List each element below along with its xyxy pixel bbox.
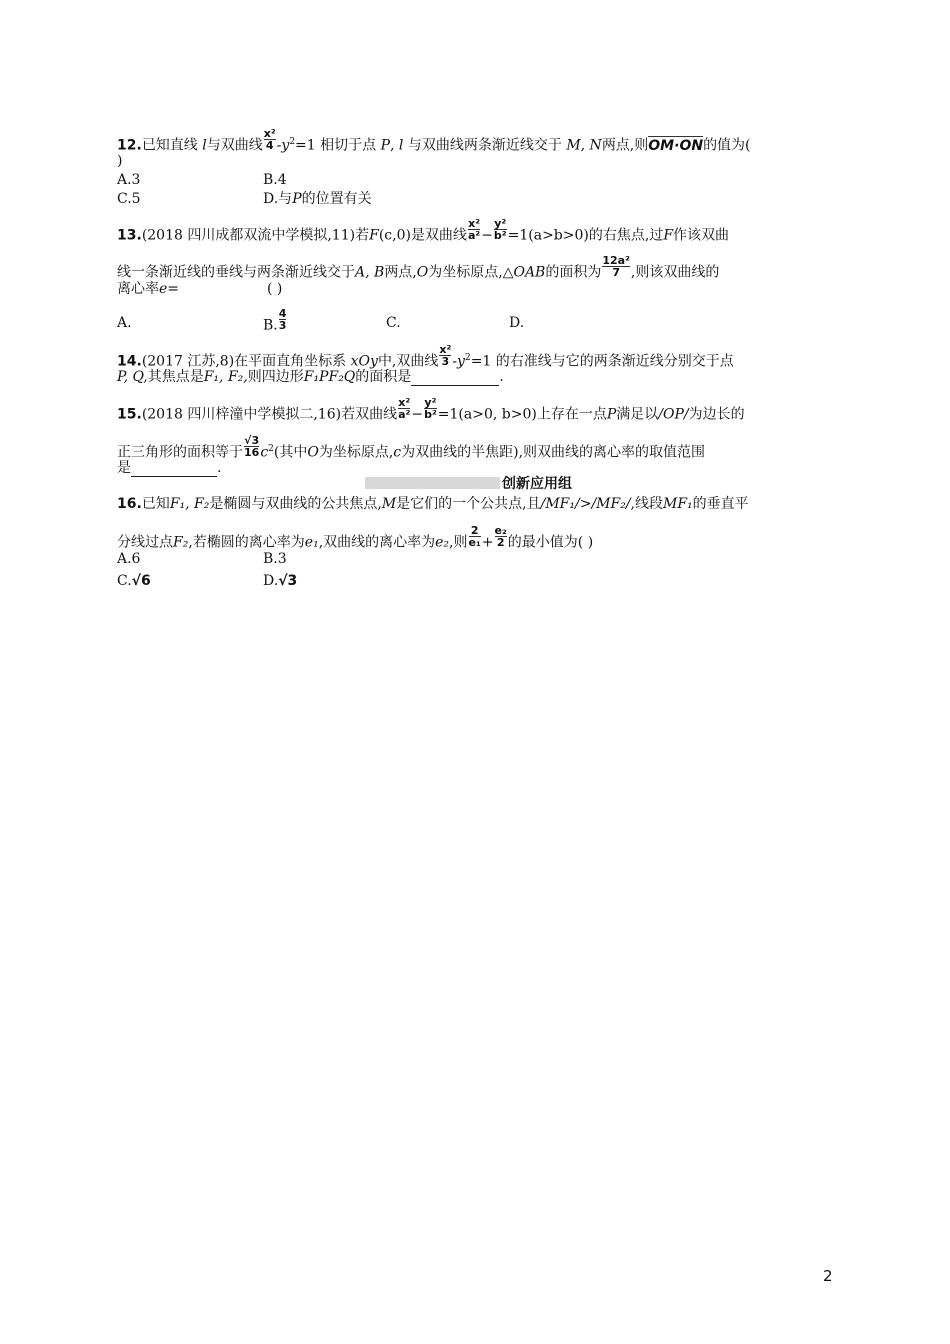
q13-number: 13. [117, 227, 142, 244]
q13-line2: 线一条渐近线的垂线与两条渐近线交于A, B两点,O为坐标原点,△OAB的面积为 $\frac{\text{12a²}}{7}$ ,则该双曲线的 [117, 254, 720, 281]
q13-option-a: A. [117, 315, 132, 331]
sqrt-6: √6 [131, 573, 151, 589]
q12-vector-on: ON [679, 137, 704, 154]
q12-option-a: A.3 [117, 172, 141, 188]
q15-line3: 是 . [117, 460, 222, 476]
q13-option-b: B. $\frac{4}{3}$ [263, 307, 287, 334]
q13-option-c: C. [386, 315, 401, 331]
q13-option-d: D. [509, 315, 525, 331]
q13-line1: 13.(2018 四川成都双流中学模拟,11)若F(c,0)是双曲线 $\frac{\text{x²}}{\text{a²}}$ − $\frac{\text{y²}}{\text{b²}}$ =1(a>b>0)的右焦点,过F作该双曲 [117, 217, 730, 244]
q15-answer-blank [131, 462, 217, 477]
q16-line2: 分线过点F₂,若椭圆的离心率为e₁,双曲线的离心率为e₂,则 $\frac{2}{\text{e₁}}$ + $\frac{\text{e₂}}{2}$ 的最小值为( ) [117, 524, 594, 551]
q14-line2: P, Q,其焦点是F₁, F₂,则四边形F₁PF₂Q的面积是 . [117, 369, 504, 385]
q12-vector-om: OM [648, 137, 675, 154]
q12-option-b: B.4 [263, 172, 287, 188]
q12-number: 12. [117, 137, 142, 154]
q12-line2: ) [117, 153, 123, 169]
q12-option-d: D.与P的位置有关 [263, 191, 372, 207]
sqrt-3: √3 [278, 573, 298, 589]
q14-number: 14. [117, 353, 142, 370]
q16-option-a: A.6 [117, 551, 141, 567]
page-number: 2 [823, 1267, 833, 1285]
q15-line1: 15.(2018 四川梓潼中学模拟二,16)若双曲线 $\frac{\text{x²}}{\text{a²}}$ − $\frac{\text{y²}}{\text{b²}}$ =1(a>0, b>0)上存在一点P满足以/OP/为边长的 [117, 396, 745, 423]
q16-option-b: B.3 [263, 551, 287, 567]
q12-option-c: C.5 [117, 191, 141, 207]
q16-line1: 16.已知F₁, F₂是椭圆与双曲线的公共焦点,M是它们的一个公共点,且/MF₁/>/MF₂/,线段MF₁的垂直平 [117, 496, 749, 512]
section-title: 创新应用组 [502, 476, 572, 492]
q14-line1: 14.(2017 江苏,8)在平面直角坐标系 xOy中,双曲线 $\frac{\text{x²}}{3}$ $-y^2=1$ 的右准线与它的两条渐近线分别交于点 [117, 343, 734, 370]
q12-line1: 12.已知直线 l与双曲线 $\frac{\text{x²}}{4}$ $-y^2=1$ 相切于点 P, l 与双曲线两条渐近线交于 M, N两点,则OM·ON的值为( [117, 127, 751, 154]
q15-number: 15. [117, 406, 142, 423]
q16-option-d: D.√3 [263, 573, 298, 589]
q15-line2: 正三角形的面积等于 $\frac{√3}{16}$ $c^2$(其中O为坐标原点,c为双曲线的半焦距),则双曲线的离心率的取值范围 [117, 434, 706, 461]
q16-number: 16. [117, 496, 142, 512]
q13-line3: 离心率e= ( ) [117, 281, 283, 297]
q14-answer-blank [411, 371, 499, 386]
q16-option-c: C.√6 [117, 573, 151, 589]
section-header-bar [365, 477, 500, 489]
q12-fraction: $\frac{\text{x²}}{4}$ [263, 127, 276, 153]
